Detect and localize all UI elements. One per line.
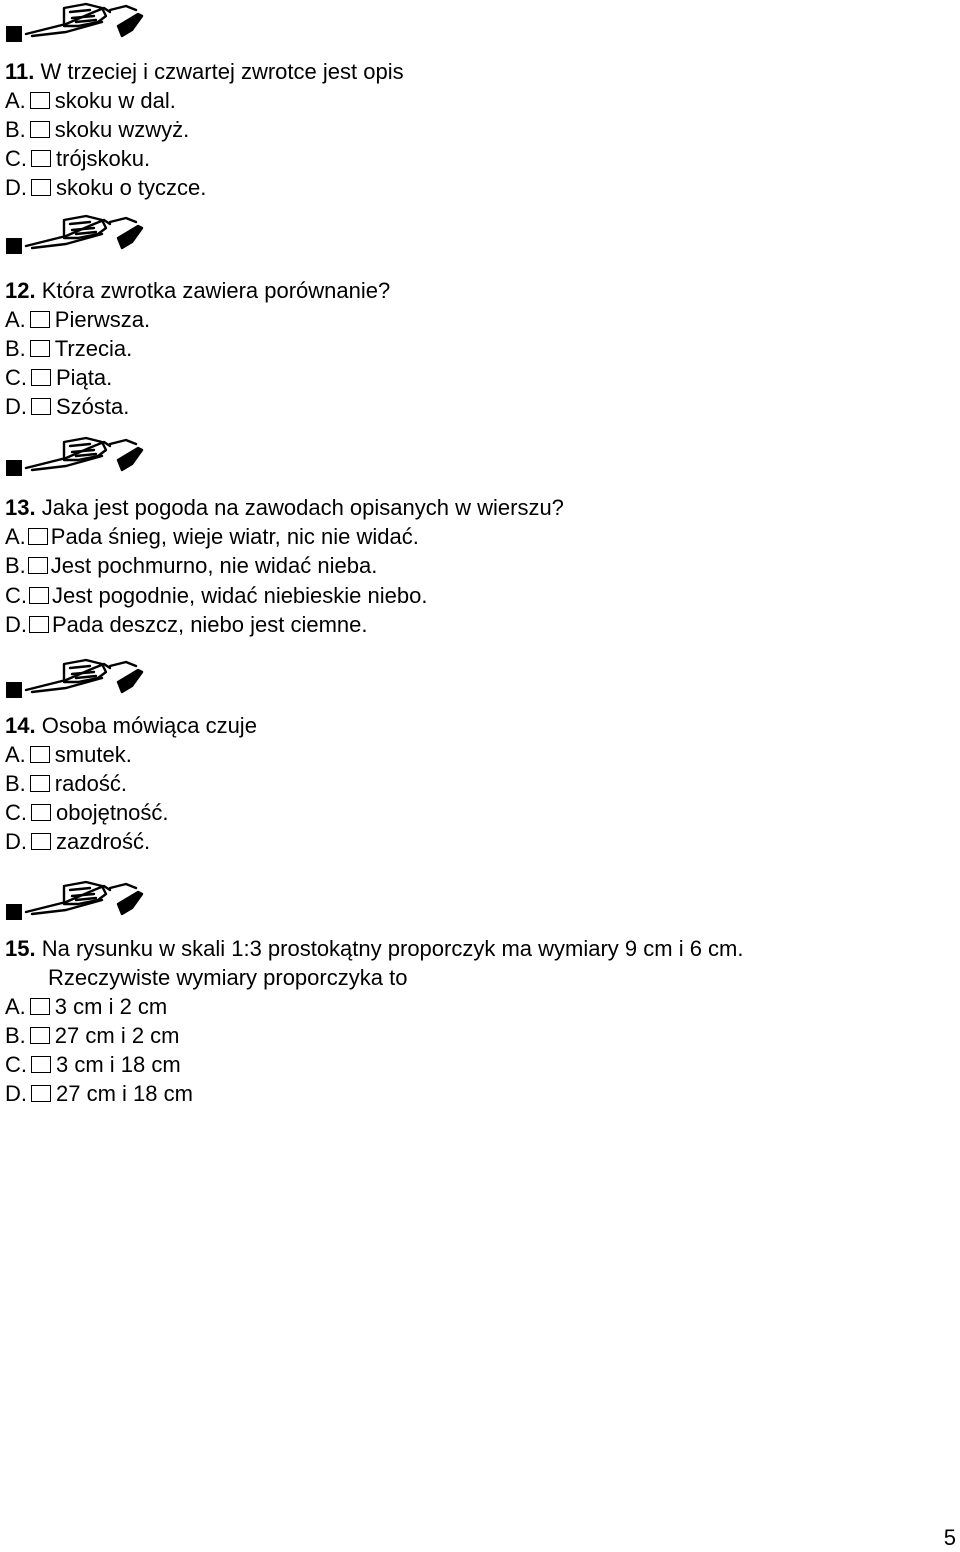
option-letter: A. <box>5 742 26 767</box>
option-letter: D. <box>5 1081 27 1106</box>
answer-checkbox[interactable] <box>31 1056 51 1073</box>
answer-checkbox[interactable] <box>29 616 49 633</box>
writing-hand-icon <box>6 434 146 486</box>
option-14-a <box>5 741 132 769</box>
option-14-d <box>5 828 150 856</box>
option-15-b <box>5 1022 180 1050</box>
answer-checkbox[interactable] <box>31 150 51 167</box>
option-13-c <box>5 582 427 610</box>
writing-hand-icon <box>6 656 146 708</box>
answer-checkbox[interactable] <box>30 92 50 109</box>
option-14-c <box>5 799 169 827</box>
option-text: Piąta. <box>56 365 113 390</box>
option-text: 27 cm i 18 cm <box>56 1081 193 1106</box>
option-text: skoku o tyczce. <box>56 175 207 200</box>
question-text: Rzeczywiste wymiary proporczyka to <box>48 965 408 990</box>
question-number: 12. <box>5 278 36 303</box>
option-text: radość. <box>54 771 127 796</box>
option-14-b <box>5 770 127 798</box>
option-letter: D. <box>5 394 27 419</box>
option-letter: C. <box>5 1052 27 1077</box>
question-text: W trzeciej i czwartej zwrotce jest opis <box>40 59 404 84</box>
answer-checkbox[interactable] <box>29 587 49 604</box>
option-text: Jest pogodnie, widać niebieskie niebo. <box>52 583 428 608</box>
option-letter: D. <box>5 612 27 637</box>
option-11-d <box>5 174 206 202</box>
option-text: trójskoku. <box>56 146 151 171</box>
answer-checkbox[interactable] <box>30 746 50 763</box>
question-11-prompt <box>5 58 404 86</box>
option-text: Jest pochmurno, nie widać nieba. <box>50 553 378 578</box>
option-text: Szósta. <box>56 394 130 419</box>
option-text: 27 cm i 2 cm <box>54 1023 180 1048</box>
option-letter: D. <box>5 829 27 854</box>
answer-checkbox[interactable] <box>31 804 51 821</box>
answer-checkbox[interactable] <box>31 369 51 386</box>
page-number: 5 <box>943 1525 956 1550</box>
question-15-prompt-continued <box>48 964 407 992</box>
answer-checkbox[interactable] <box>30 121 50 138</box>
option-text: skoku wzwyż. <box>54 117 190 142</box>
answer-checkbox[interactable] <box>31 179 51 196</box>
option-11-b <box>5 116 189 144</box>
option-letter: C. <box>5 146 27 171</box>
option-letter: C. <box>5 365 27 390</box>
answer-checkbox[interactable] <box>30 311 50 328</box>
question-12-prompt <box>5 277 390 305</box>
option-12-a <box>5 306 150 334</box>
option-letter: A. <box>5 307 26 332</box>
option-text: Pada śnieg, wieje wiatr, nic nie widać. <box>50 524 419 549</box>
option-text: Pierwsza. <box>54 307 151 332</box>
option-letter: D. <box>5 175 27 200</box>
question-number: 13. <box>5 495 36 520</box>
writing-hand-icon <box>6 0 146 52</box>
answer-checkbox[interactable] <box>28 528 48 545</box>
option-15-a <box>5 993 167 1021</box>
option-13-b <box>5 552 377 580</box>
option-13-d <box>5 611 368 639</box>
option-text: 3 cm i 18 cm <box>56 1052 181 1077</box>
option-letter: C. <box>5 800 27 825</box>
question-number: 11. <box>5 59 35 84</box>
answer-checkbox[interactable] <box>30 340 50 357</box>
question-text: Jaka jest pogoda na zawodach opisanych w wierszu? <box>41 495 564 520</box>
option-letter: B. <box>5 336 26 361</box>
option-15-d <box>5 1080 193 1108</box>
option-letter: B. <box>5 1023 26 1048</box>
option-12-b <box>5 335 132 363</box>
option-11-a <box>5 87 176 115</box>
option-text: smutek. <box>54 742 132 767</box>
option-11-c <box>5 145 150 173</box>
answer-checkbox[interactable] <box>31 1085 51 1102</box>
answer-checkbox[interactable] <box>31 398 51 415</box>
question-14-prompt <box>5 712 257 740</box>
option-letter: B. <box>5 771 26 796</box>
answer-checkbox[interactable] <box>28 557 48 574</box>
option-15-c <box>5 1051 181 1079</box>
question-text: Która zwrotka zawiera porównanie? <box>41 278 391 303</box>
option-text: zazdrość. <box>56 829 151 854</box>
question-text: Na rysunku w skali 1:3 prostokątny proporczyk ma wymiary 9 cm i 6 cm. <box>41 936 744 961</box>
option-text: skoku w dal. <box>54 88 176 113</box>
option-letter: C. <box>5 583 27 608</box>
option-letter: A. <box>5 994 26 1019</box>
answer-checkbox[interactable] <box>30 775 50 792</box>
question-number: 14. <box>5 713 36 738</box>
option-13-a <box>5 523 419 551</box>
option-letter: B. <box>5 553 26 578</box>
option-12-d <box>5 393 129 421</box>
answer-checkbox[interactable] <box>30 1027 50 1044</box>
option-letter: A. <box>5 524 26 549</box>
option-text: 3 cm i 2 cm <box>54 994 168 1019</box>
option-text: obojętność. <box>56 800 169 825</box>
question-15-prompt <box>5 935 743 963</box>
question-13-prompt <box>5 494 564 522</box>
option-text: Pada deszcz, niebo jest ciemne. <box>52 612 368 637</box>
question-text: Osoba mówiąca czuje <box>41 713 257 738</box>
writing-hand-icon <box>6 878 146 930</box>
answer-checkbox[interactable] <box>31 833 51 850</box>
option-12-c <box>5 364 112 392</box>
question-number: 15. <box>5 936 36 961</box>
option-text: Trzecia. <box>54 336 133 361</box>
answer-checkbox[interactable] <box>30 998 50 1015</box>
writing-hand-icon <box>6 212 146 264</box>
option-letter: A. <box>5 88 26 113</box>
option-letter: B. <box>5 117 26 142</box>
